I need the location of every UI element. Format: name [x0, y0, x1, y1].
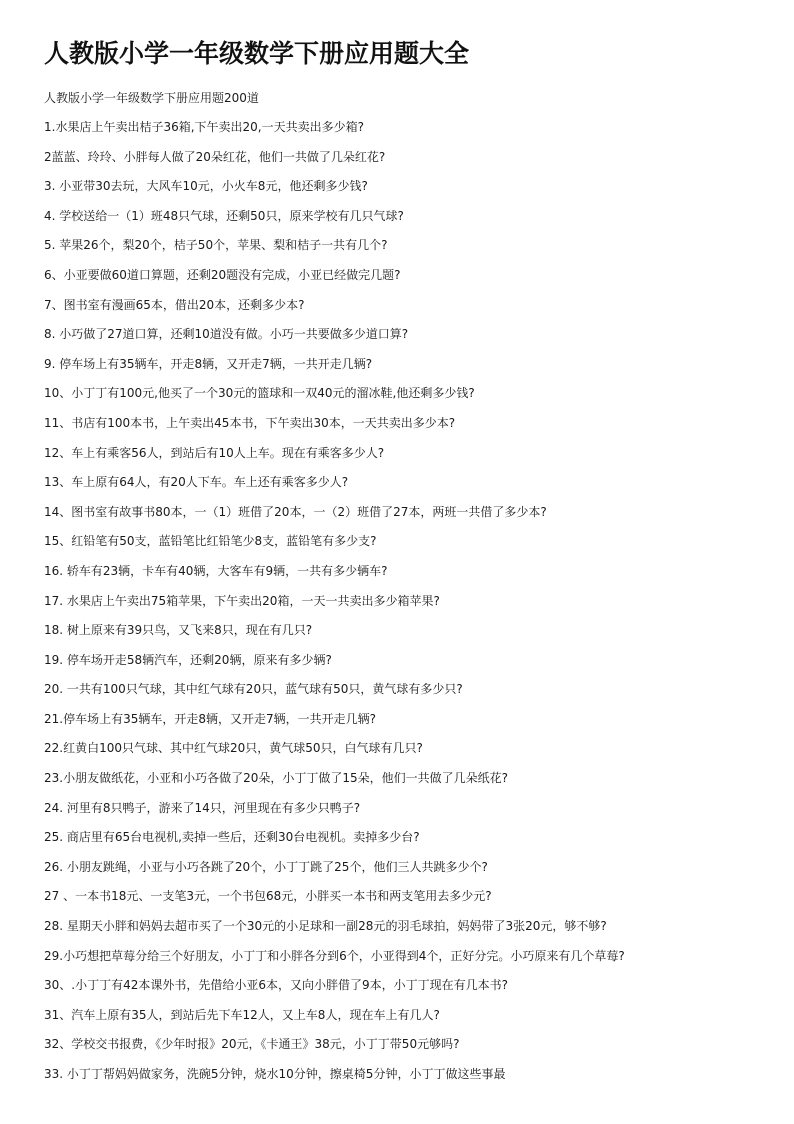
question-item: 4. 学校送给一（1）班48只气球，还剩50只，原来学校有几只气球?: [44, 208, 404, 223]
question-item: 8. 小巧做了27道口算，还剩10道没有做。小巧一共要做多少道口算?: [44, 327, 409, 342]
document-title: 人教版小学一年级数学下册应用题大全: [44, 39, 470, 68]
question-item: 25. 商店里有65台电视机,卖掉一些后，还剩30台电视机。卖掉多少台?: [44, 830, 420, 845]
question-item: 33. 小丁丁帮妈妈做家务，洗碗5分钟，烧水10分钟，擦桌椅5分钟，小丁丁做这些事最: [44, 1067, 506, 1081]
question-item: 22.红黄白100只气球、其中红气球20只，黄气球50只，白气球有几只?: [44, 741, 423, 756]
question-list: [44, 117, 774, 1094]
question-item: 29.小巧想把草莓分给三个好朋友，小丁丁和小胖各分到6个，小亚得到4个，正好分完。小巧原来有几个草莓?: [44, 948, 625, 963]
question-item: 19. 停车场开走58辆汽车，还剩20辆，原来有多少辆?: [44, 652, 332, 667]
question-item: 18. 树上原来有39只鸟，又飞来8只，现在有几只?: [44, 623, 313, 638]
question-item: 16. 轿车有23辆，卡车有40辆，大客车有9辆，一共有多少辆车?: [44, 563, 388, 578]
question-item: 27 、一本书18元、一支笔3元，一个书包68元，小胖买一本书和两支笔用去多少元?: [44, 889, 492, 904]
question-item: 17. 水果店上午卖出75箱苹果，下午卖出20箱，一天一共卖出多少箱苹果?: [44, 593, 440, 608]
question-item: 6、小亚要做60道口算题，还剩20题没有完成，小亚已经做完几题?: [44, 267, 401, 282]
question-item: 32、学校交书报费，《少年时报》20元，《卡通王》38元，小丁丁带50元够吗?: [44, 1037, 460, 1052]
question-item: 10、小丁丁有100元,他买了一个30元的篮球和一双40元的溜冰鞋,他还剩多少钱?: [44, 386, 475, 401]
question-item: 15、红铅笔有50支，蓝铅笔比红铅笔少8支，蓝铅笔有多少支?: [44, 534, 377, 549]
question-item: 3. 小亚带30去玩，大风车10元，小火车8元，他还剩多少钱?: [44, 179, 368, 194]
question-item: 28. 星期天小胖和妈妈去超市买了一个30元的小足球和一副28元的羽毛球拍，妈妈带了3张20元，够不够?: [44, 919, 607, 934]
question-item: 31、汽车上原有35人，到站后先下车12人，又上车8人，现在车上有几人?: [44, 1007, 440, 1022]
question-item: 30、.小丁丁有42本课外书，先借给小亚6本，又向小胖借了9本，小丁丁现在有几本书?: [44, 978, 508, 993]
question-item: 14、图书室有故事书80本，一（1）班借了20本，一（2）班借了27本，两班一共借了多少本?: [44, 504, 547, 519]
question-item: 23.小朋友做纸花，小亚和小巧各做了20朵，小丁丁做了15朵，他们一共做了几朵纸花?: [44, 771, 508, 786]
document-subtitle: 人教版小学一年级数学下册应用题200道: [44, 91, 259, 105]
question-item: 12、车上有乘客56人，到站后有10人上车。现在有乘客多少人?: [44, 445, 385, 460]
question-item: 1.水果店上午卖出桔子36箱,下午卖出20,一天共卖出多少箱?: [44, 120, 364, 134]
question-item: 21.停车场上有35辆车，开走8辆，又开走7辆，一共开走几辆?: [44, 711, 376, 726]
question-item: 13、车上原有64人，有20人下车。车上还有乘客多少人?: [44, 475, 349, 490]
question-item: 7、图书室有漫画65本，借出20本，还剩多少本?: [44, 297, 305, 312]
question-item: 26. 小朋友跳绳，小亚与小巧各跳了20个，小丁丁跳了25个，他们三人共跳多少个?: [44, 859, 488, 874]
question-item: 11、书店有100本书，上午卖出45本书，下午卖出30本，一天共卖出多少本?: [44, 415, 456, 430]
question-item: 24. 河里有8只鸭子，游来了14只，河里现在有多少只鸭子?: [44, 800, 361, 815]
question-item: 9. 停车场上有35辆车，开走8辆，又开走7辆，一共开走几辆?: [44, 356, 373, 371]
question-item: 20. 一共有100只气球，其中红气球有20只，蓝气球有50只，黄气球有多少只?: [44, 682, 463, 697]
question-item: 2蓝蓝、玲玲、小胖每人做了20朵红花，他们一共做了几朵红花?: [44, 149, 386, 164]
question-item: 5. 苹果26个，梨20个，桔子50个，苹果、梨和桔子一共有几个?: [44, 238, 388, 253]
